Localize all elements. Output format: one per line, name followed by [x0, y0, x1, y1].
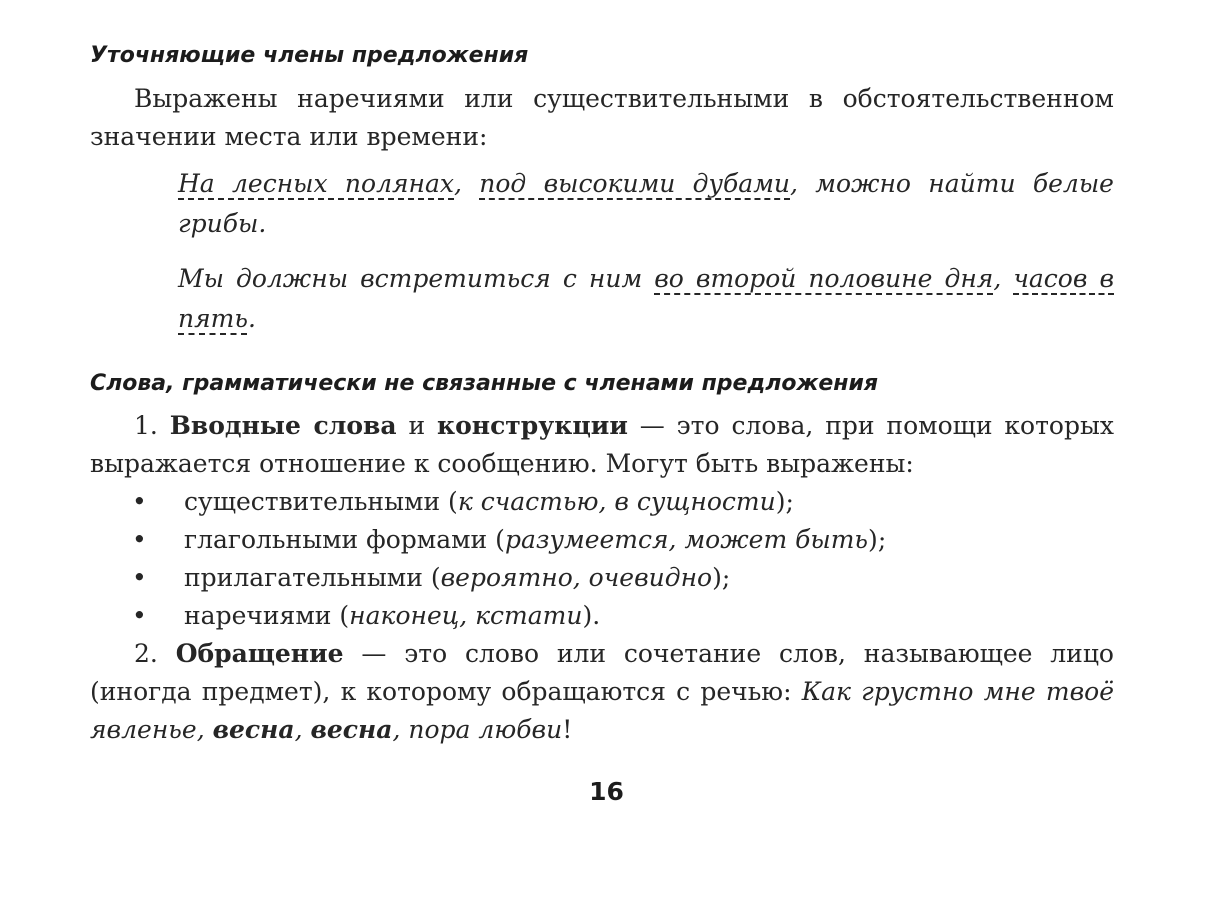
example-1-clarified-phrase: На лесных полянах — [178, 169, 455, 198]
item-1-introductory-words: 1. Вводные слова и конструкции — это слова, при помощи которых выражается отношение к сообщению. Могут быть выражены: — [90, 411, 1114, 478]
term-introductory-words: Вводные слова — [169, 411, 397, 440]
bullet-icon: • — [132, 487, 147, 516]
term-address: Обращение — [175, 639, 344, 668]
example-2-clarifying-phrase: часов в пять — [178, 264, 1114, 333]
bullet-icon: • — [132, 601, 147, 630]
section-heading-unrelated-words: Слова, грамматически не связанные с членами предложения — [90, 371, 879, 396]
example-2-clarified-phrase: во второй половине дня — [654, 264, 994, 293]
example-1: На лесных полянах, под высокими дубами, можно найти белые грибы. — [178, 169, 1114, 238]
section1-intro-paragraph: Выражены наречиями или существительными в обстоятельственном значении места или времени: — [90, 84, 1114, 151]
item-2-number: 2. — [134, 639, 158, 668]
bullet-icon: • — [132, 525, 147, 554]
section-heading-clarifying-members: Уточняющие члены предложения — [90, 43, 529, 68]
item-1-number: 1. — [134, 411, 158, 440]
list-item: • прилагательными (вероятно, очевидно); — [90, 559, 1114, 597]
list-item: • наречиями (наконец, кстати). — [90, 597, 1114, 635]
example-2: Мы должны встретиться с ним во второй половине дня, часов в пять. — [178, 264, 1114, 333]
expression-types-list — [90, 483, 1114, 635]
bullet-icon: • — [132, 563, 147, 592]
list-item: • существительными (к счастью, в сущности); — [90, 483, 1114, 521]
address-example: Как грустно мне твоё явленье, весна, весна, пора любви — [90, 677, 1115, 744]
item-2-address: 2. Обращение — это слово или сочетание слов, называющее лицо (иногда предмет), к которому обращаются с речью: Как грустно мне твоё явленье, весна, весна, пора любви! — [90, 639, 1115, 744]
term-constructions: конструкции — [437, 411, 628, 440]
example-1-clarifying-phrase: под высокими дубами — [479, 169, 791, 198]
list-item: • глагольными формами (разумеется, может быть); — [90, 521, 1114, 559]
page-number: 16 — [589, 777, 624, 806]
